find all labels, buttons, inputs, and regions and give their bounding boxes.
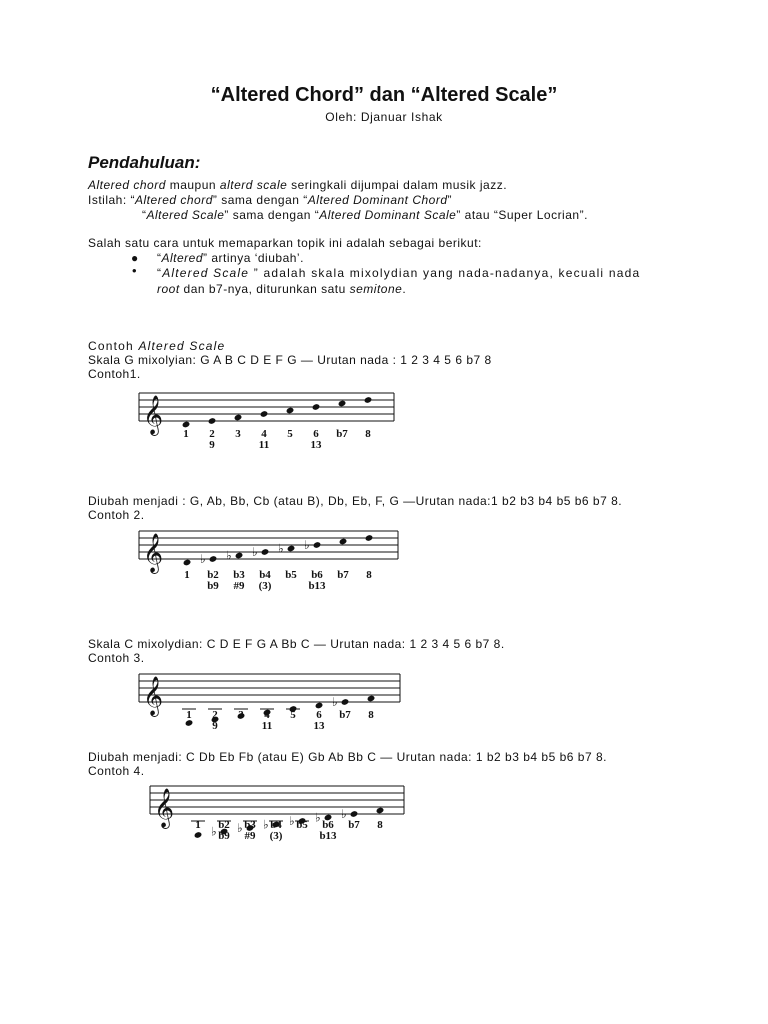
text-run: “ (142, 208, 147, 222)
document-title: “Altered Chord” dan “Altered Scale” (210, 84, 558, 106)
scale-degree-label: b7 (336, 428, 348, 440)
scale-degree-label: 1 (183, 428, 189, 440)
scale-degree-label: 5 (287, 428, 293, 440)
extension-degree-label: 9 (212, 720, 218, 732)
treble-clef-icon: 𝄞 (143, 533, 164, 573)
scale-degree-label: b5 (285, 569, 297, 581)
italic-term: Altered chord (88, 178, 166, 192)
scale-degree-label: 1 (184, 569, 190, 581)
text-run: Contoh (88, 339, 139, 353)
section-heading-intro: Pendahuluan: (88, 153, 201, 172)
italic-term: Altered Dominant Chord (307, 193, 448, 207)
scale-degree-label: 8 (377, 819, 383, 831)
example-3-caption: Contoh 3. (88, 651, 145, 665)
scale-degree-label: 4 (261, 428, 267, 440)
italic-term: Altered Scale (162, 266, 254, 280)
italic-term: Altered chord (135, 193, 213, 207)
scale-degree-label: b7 (339, 709, 351, 721)
text-run: “ (157, 266, 163, 280)
extension-degree-label: (3) (258, 580, 272, 592)
flat-sign-icon: ♭ (304, 538, 310, 552)
scale-degree-label: b4 (259, 569, 271, 581)
text-run: ” adalah skala mixolydian yang nada-nadanya, kecuali nada (253, 266, 641, 280)
extension-degree-label: 9 (209, 439, 215, 451)
scale-degree-label: 8 (368, 709, 374, 721)
text-run: seringkali dijumpai dalam musik jazz. (287, 178, 508, 192)
treble-clef-icon: 𝄞 (143, 395, 164, 435)
text-run: ” sama dengan “ (224, 208, 320, 222)
scale-degree-label: 4 (264, 709, 270, 721)
flat-sign-icon: ♭ (237, 821, 243, 835)
extension-degree-label: b9 (218, 830, 230, 842)
note-head (376, 807, 385, 815)
text-run: ” atau “Super Locrian”. (456, 208, 588, 222)
scale-degree-label: 6 (313, 428, 319, 440)
flat-sign-icon: ♭ (226, 548, 232, 563)
treble-clef-icon: 𝄞 (143, 676, 164, 716)
scale-degree-label: 1 (195, 819, 201, 831)
flat-sign-icon: ♭ (315, 810, 321, 825)
scale-degree-label: 3 (235, 428, 241, 440)
scale-degree-label: 3 (238, 709, 244, 721)
italic-term: Altered Scale (138, 339, 226, 353)
flat-sign-icon: ♭ (252, 545, 258, 559)
italic-term: root (157, 282, 180, 296)
flat-sign-icon: ♭ (332, 695, 338, 709)
scale-degree-label: 2 (212, 709, 218, 721)
scale-degree-label: b5 (296, 819, 308, 831)
example-1-description: Skala G mixolyian: G A B C D E F G — Urutan nada : 1 2 3 4 5 6 b7 8 (88, 353, 492, 367)
extension-degree-label: 13 (310, 439, 322, 451)
example-1-caption: Contoh1. (88, 367, 141, 381)
example-4-description: Diubah menjadi: C Db Eb Fb (atau E) Gb Ab Bb C — Urutan nada: 1 b2 b3 b4 b5 b6 b7 8. (88, 750, 607, 764)
scale-degree-label: 6 (316, 709, 322, 721)
scale-degree-label: b7 (348, 819, 360, 831)
text-run: maupun (165, 178, 220, 192)
author-line: Oleh: Djanuar Ishak (325, 110, 443, 124)
bullet-dot: • (132, 263, 137, 278)
scale-degree-label: b4 (270, 819, 282, 831)
italic-term: semitone (349, 282, 403, 296)
bullet-dot: ● (131, 251, 139, 265)
flat-sign-icon: ♭ (263, 817, 269, 832)
example-3-description: Skala C mixolydian: C D E F G A Bb C — Urutan nada: 1 2 3 4 5 6 b7 8. (88, 637, 505, 651)
scale-degree-label: b6 (322, 819, 334, 831)
scale-degree-label: b3 (233, 569, 245, 581)
example-4-caption: Contoh 4. (88, 764, 145, 778)
scale-degree-label: b2 (207, 569, 219, 581)
scale-degree-label: b2 (218, 819, 230, 831)
text-run: dan b7-nya, diturunkan satu (179, 282, 350, 296)
intro-paragraph-line-4: Salah satu cara untuk memaparkan topik ini adalah sebagai berikut: (88, 236, 482, 250)
scale-degree-label: b6 (311, 569, 323, 581)
treble-clef-icon: 𝄞 (154, 788, 175, 828)
italic-term: Altered (161, 251, 204, 265)
extension-degree-label: 13 (313, 720, 325, 732)
text-run: ” artinya ‘diubah’. (203, 251, 304, 265)
scale-degree-label: 2 (209, 428, 215, 440)
scale-degree-label: b3 (244, 819, 256, 831)
extension-degree-label: b13 (319, 830, 337, 842)
extension-degree-label: b13 (308, 580, 326, 592)
italic-term: Altered Scale (146, 208, 225, 222)
example-2-description: Diubah menjadi : G, Ab, Bb, Cb (atau B), Db, Eb, F, G —Urutan nada:1 b2 b3 b4 b5 b6 b7 8. (88, 494, 623, 508)
italic-term: alterd scale (219, 178, 288, 192)
extension-degree-label: #9 (244, 830, 256, 842)
flat-sign-icon: ♭ (200, 552, 206, 566)
scale-degree-label: 8 (366, 569, 372, 581)
extension-degree-label: (3) (269, 830, 283, 842)
text-run: Istilah: “ (88, 193, 136, 207)
note-head (194, 831, 203, 839)
extension-degree-label: b9 (207, 580, 219, 592)
text-run: ” sama dengan “ (212, 193, 308, 207)
text-run: “ (157, 251, 162, 265)
flat-sign-icon: ♭ (289, 814, 295, 828)
extension-degree-label: 11 (261, 720, 273, 732)
flat-sign-icon: ♭ (278, 541, 284, 556)
italic-term: Altered Dominant Scale (319, 208, 457, 222)
extension-degree-label: #9 (233, 580, 245, 592)
example-2-caption: Contoh 2. (88, 508, 145, 522)
note-head (350, 810, 359, 818)
extension-degree-label: 11 (258, 439, 270, 451)
scale-degree-label: 1 (186, 709, 192, 721)
scale-degree-label: b7 (337, 569, 349, 581)
text-run: ” (447, 193, 453, 207)
flat-sign-icon: ♭ (341, 807, 347, 821)
flat-sign-icon: ♭ (211, 824, 217, 839)
scale-degree-label: 5 (290, 709, 296, 721)
text-run: . (402, 282, 407, 296)
scale-degree-label: 8 (365, 428, 371, 440)
